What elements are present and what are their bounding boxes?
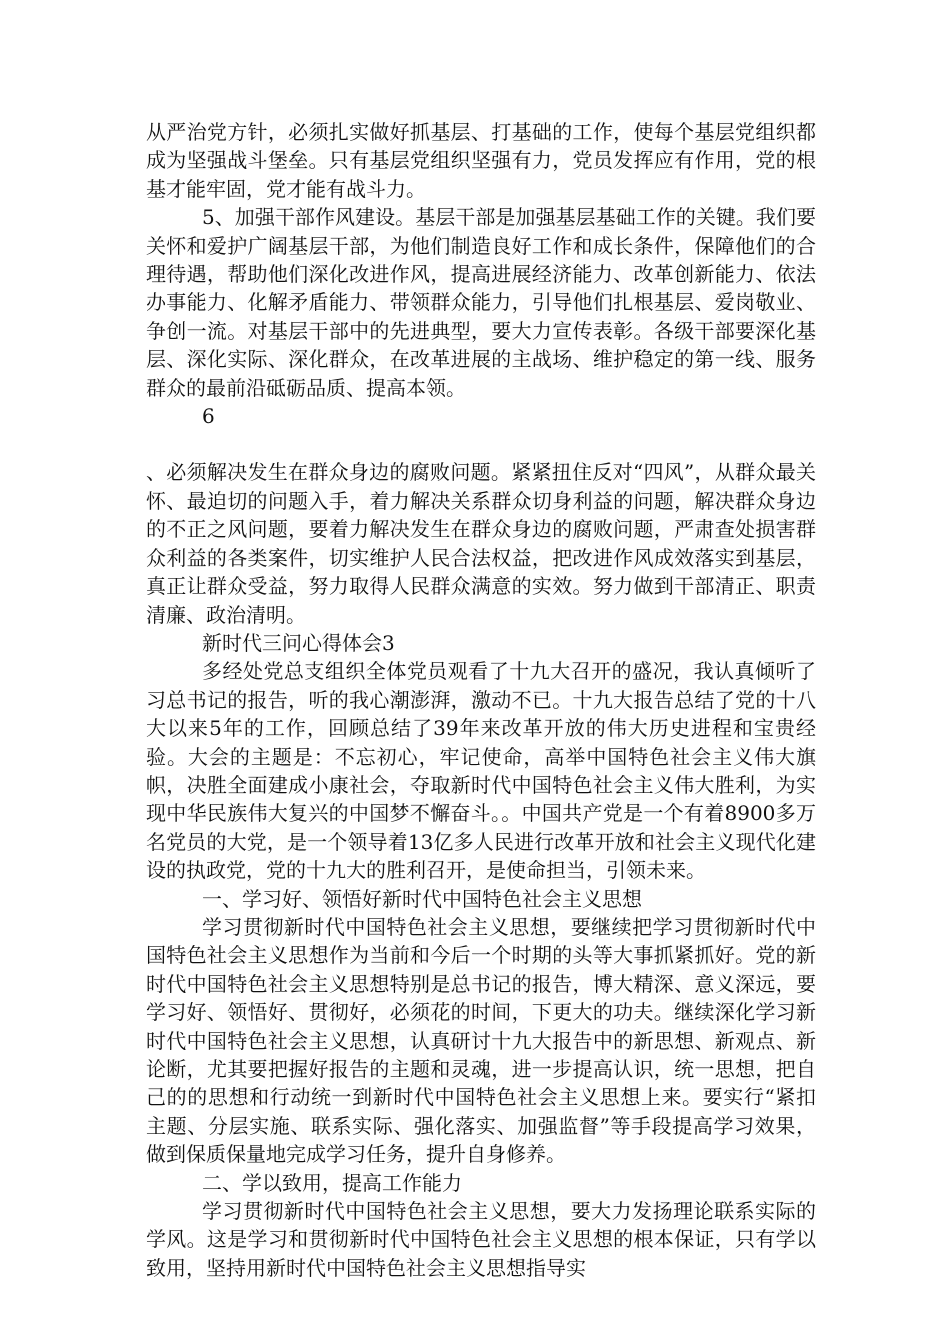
paragraph-essay-intro: 多经处党总支组织全体党员观看了十九大召开的盛况，我认真倾听了习总书记的报告，听的我心潮澎湃，激动不已。十九大报告总结了党的十八大以来5年的工作，回顾总结了39年来改革开放的伟大历史进程和宝贵经验。大会的主题是：不忘初心，牢记使命，高举中国特色社会主义伟大旗帜，决胜全面建成小康社会，夺取新时代中国特色社会主义伟大胜利，为实现中华民族伟大复兴的中国梦不懈奋斗。。中国共产党是一个有着8900多万名党员的大党，是一个领导着13亿多人民进行改革开放和社会主义现代化建设的执政党，党的十九大的胜利召开，是使命担当，引领未来。 xyxy=(146,659,816,883)
paragraph-item-5: 5、加强干部作风建设。基层干部是加强基层基础工作的关键。我们要关怀和爱护广阔基层干部，为他们制造良好工作和成长条件，保障他们的合理待遇，帮助他们深化改进作风，提高进展经济能力、改革创新能力、依法办事能力、化解矛盾能力、带领群众能力，引导他们扎根基层、爱岗敬业、争创一流。对基层干部中的先进典型，要大力宣传表彰。各级干部要深化基层、深化实际、深化群众，在改革进展的主战场、维护稳定的第一线、服务群众的最前沿砥砺品质、提高本领。 xyxy=(146,205,816,400)
document-body xyxy=(146,118,816,1282)
section-title-essay-3: 新时代三问心得体会3 xyxy=(202,630,395,655)
paragraph-closing-previous: 从严治党方针，必须扎实做好抓基层、打基础的工作，使每个基层党组织都成为坚强战斗堡垒。只有基层党组织坚强有力，党员发挥应有作用，党的根基才能牢固，党才能有战斗力。 xyxy=(146,120,816,201)
paragraph-item-6-number: 6 xyxy=(202,404,215,429)
heading-part-1: 一、学习好、领悟好新时代中国特色社会主义思想 xyxy=(202,886,642,911)
paragraph-gap xyxy=(146,430,816,458)
paragraph-part-1: 学习贯彻新时代中国特色社会主义思想，要继续把学习贯彻新时代中国特色社会主义思想作为当前和今后一个时期的头等大事抓紧抓好。党的新时代中国特色社会主义思想特别是总书记的报告，博大精深、意义深远，要学习好、领悟好、贯彻好，必须花的时间，下更大的功夫。继续深化学习新时代中国特色社会主义思想，认真研讨十九大报告中的新思想、新观点、新论断，尤其要把握好报告的主题和灵魂，进一步提高认识，统一思想，把自己的的思想和行动统一到新时代中国特色社会主义思想上来。要实行“紧扣主题、分层实施、联系实际、强化落实、加强监督”等手段提高学习效果，做到保质保量地完成学习任务，提升自身修养。 xyxy=(146,914,816,1167)
heading-part-2: 二、学以致用，提高工作能力 xyxy=(202,1170,462,1195)
paragraph-part-2: 学习贯彻新时代中国特色社会主义思想，要大力发扬理论联系实际的学风。这是学习和贯彻新时代中国特色社会主义思想的根本保证，只有学以致用，坚持用新时代中国特色社会主义思想指导实 xyxy=(146,1199,816,1280)
paragraph-item-6-body: 、必须解决发生在群众身边的腐败问题。紧紧扭住反对“四风”，从群众最关怀、最迫切的问题入手，着力解决关系群众切身利益的问题，解决群众身边的不正之风问题，要着力解决发生在群众身边的腐败问题，严肃查处损害群众利益的各类案件，切实维护人民合法权益，把改进作风成效落实到基层，真正让群众受益，努力取得人民群众满意的实效。努力做到干部清正、职责清廉、政治清明。 xyxy=(146,460,816,627)
